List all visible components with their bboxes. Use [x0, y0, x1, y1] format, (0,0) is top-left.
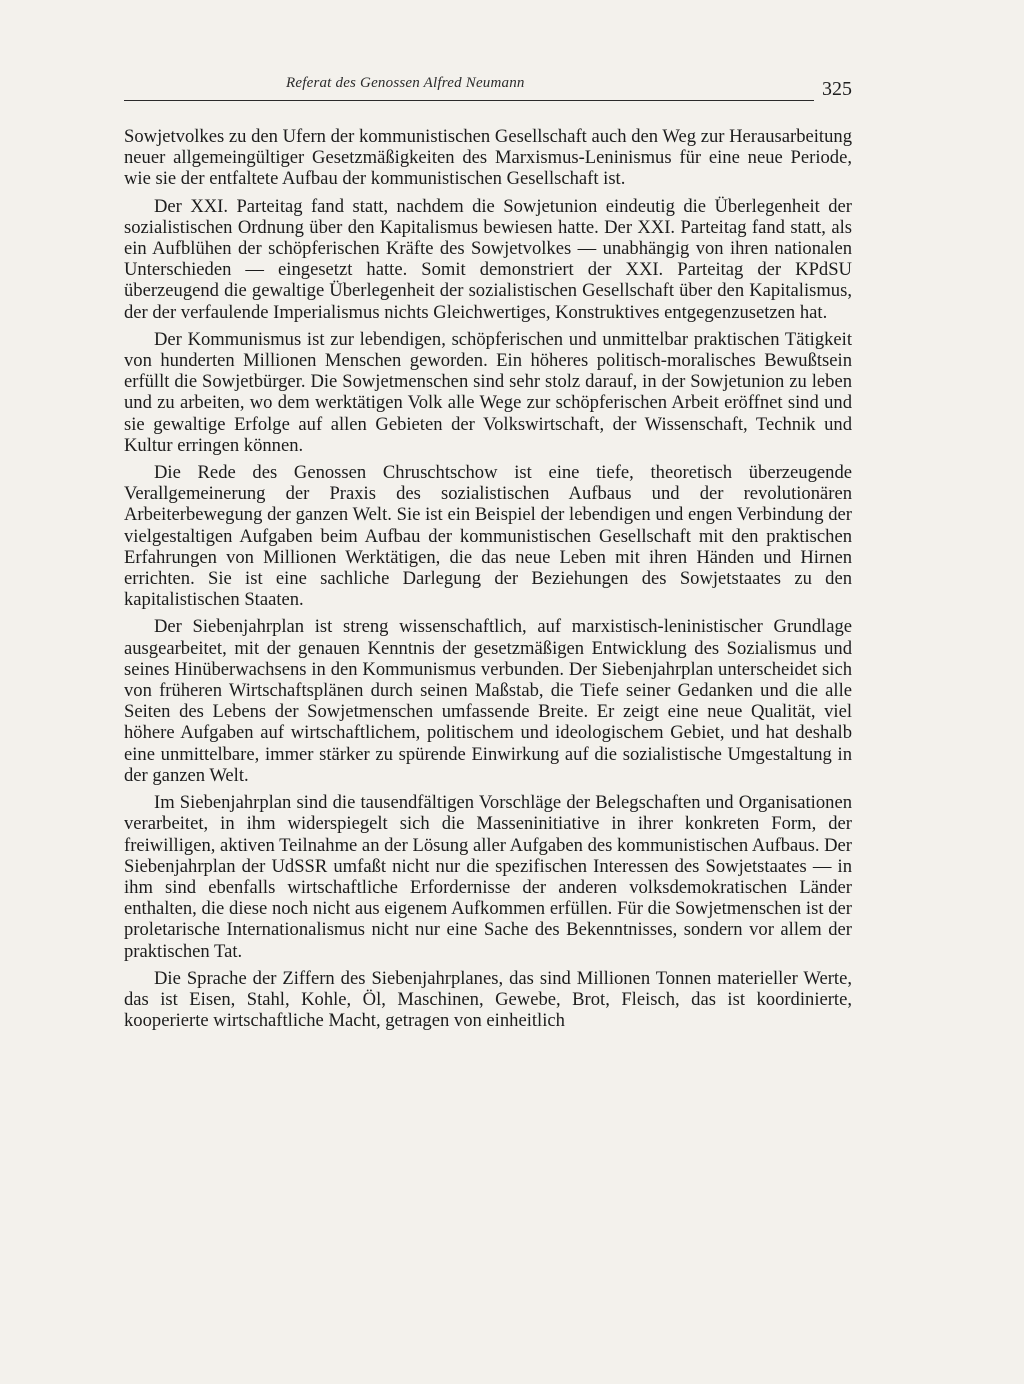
paragraph-6: Im Siebenjahrplan sind die tausendfältigen Vorschläge der Belegschaften und Organisationen verarbeitet, in ihm widerspiegelt sich die Masseninitiative in ihrer konkreten Form, der freiwilligen, aktiven Teilnahme an der Lösung aller Aufgaben des kommunistischen Aufbaus. Der Siebenjahrplan der UdSSR umfaßt nicht nur die spezifischen Interessen des Sowjetstaates — in ihm sind ebenfalls wirtschaftliche Erfordernisse der anderen volksdemokratischen Länder enthalten, die diese noch nicht aus eigenem Aufkommen erfüllen. Für die Sowjetmenschen ist der proletarische Internationalismus nicht nur eine Sache des Bekenntnisses, sondern vor allem der praktischen Tat.	[124, 792, 852, 962]
page-number: 325	[822, 78, 852, 100]
page-header	[124, 72, 852, 102]
paragraph-7: Die Sprache der Ziffern des Siebenjahrplanes, das sind Millionen Tonnen materieller Werte, das ist Eisen, Stahl, Kohle, Öl, Maschinen, Gewebe, Brot, Fleisch, das ist koordinierte, kooperierte wirtschaftliche Macht, getragen von einheitlich	[124, 967, 852, 1032]
header-rule	[124, 100, 814, 101]
paragraph-2: Der XXI. Parteitag fand statt, nachdem die Sowjetunion eindeutig die Überlegenheit der sozialistischen Ordnung über den Kapitalismus bewiesen hatte. Der XXI. Parteitag fand statt, als ein Aufblühen der schöpferischen Kräfte des Sowjetvolkes — unabhängig von ihren nationalen Unterschieden — eingesetzt hatte. Somit demonstriert der XXI. Parteitag der KPdSU überzeugend die gewaltige Überlegenheit der sozialistischen Gesellschaft über den Kapitalismus, der der verfaulende Imperialismus nichts Gleichwertiges, Konstruktives entgegenzusetzen hat.	[124, 195, 852, 323]
paragraph-3: Der Kommunismus ist zur lebendigen, schöpferischen und unmittelbar praktischen Tätigkeit von hunderten Millionen Menschen geworden. Ein höheres politisch-moralisches Bewußtsein erfüllt die Sowjetbürger. Die Sowjetmenschen sind sehr stolz darauf, in der Sowjetunion zu leben und zu arbeiten, wo dem werktätigen Volk alle Wege zur schöpferischen Arbeit eröffnet sind und sie gewaltige Erfolge auf allen Gebieten der Volkswirtschaft, der Wissenschaft, Technik und Kultur erringen können.	[124, 328, 852, 456]
running-title: Referat des Genossen Alfred Neumann	[286, 75, 525, 91]
paragraph-4: Die Rede des Genossen Chruschtschow ist eine tiefe, theoretisch überzeugende Verallgemeinerung der Praxis des sozialistischen Aufbaus und der revolutionären Arbeiterbewegung der ganzen Welt. Sie ist ein Beispiel der lebendigen und engen Verbindung der vielgestaltigen Aufgaben beim Aufbau der kommunistischen Gesellschaft mit den praktischen Erfahrungen von Millionen Werktätigen, die das neue Leben mit ihren Händen und Hirnen errichten. Sie ist eine sachliche Darlegung der Beziehungen des Sowjetstaates zu den kapitalistischen Staaten.	[124, 462, 852, 611]
paragraph-1: Sowjetvolkes zu den Ufern der kommunistischen Gesellschaft auch den Weg zur Herausarbeitung neuer allgemeingültiger Gesetzmäßigkeiten des Marxismus-Leninismus für eine neue Periode, wie sie der entfaltete Aufbau der kommunistischen Gesellschaft ist.	[124, 126, 852, 190]
paragraph-5: Der Siebenjahrplan ist streng wissenschaftlich, auf marxistisch-leninistischer Grundlage ausgearbeitet, mit der genauen Kenntnis der gesetzmäßigen Entwicklung des Sozialismus und seines Hinüberwachsens in den Kommunismus verbunden. Der Siebenjahrplan unterscheidet sich von früheren Wirtschaftsplänen durch seinen Maßstab, die Tiefe seiner Gedanken und die alle Seiten des Lebens der Sowjetmenschen umfassende Breite. Er zeigt eine neue Qualität, viel höhere Aufgaben auf wirtschaftlichem, politischem und ideologischem Gebiet, und hat deshalb eine unmittelbare, immer stärker zu spürende Einwirkung auf die sozialistische Umgestaltung in der ganzen Welt.	[124, 616, 852, 786]
body-text	[124, 126, 852, 1037]
